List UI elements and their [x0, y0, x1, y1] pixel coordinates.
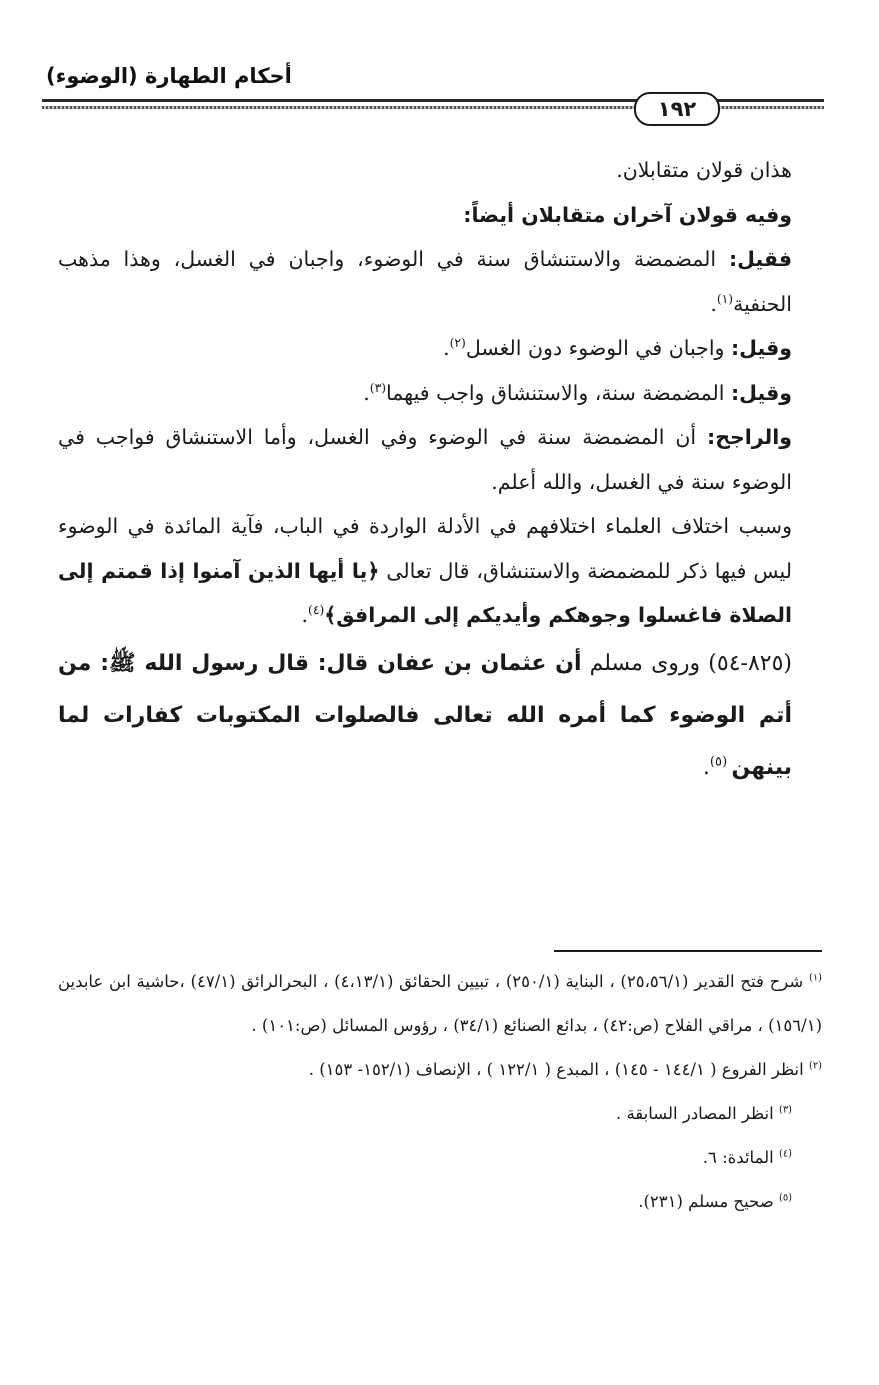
paragraph-4-lead: وقيل:	[730, 336, 792, 360]
footnote-ref-2: (٢)	[449, 336, 466, 351]
paragraph-6	[58, 415, 822, 504]
paragraph-7: وسبب اختلاف العلماء اختلافهم في الأدلة الواردة في الباب، فآية المائدة في الوضوء ليس فيها ذكر للمضمضة والاستنشاق، قال تعالى ﴿يا أيها الذين آمنوا إذا قمتم إلى الصلاة فاغسلوا وجوهكم وأيديكم إلى المرافق﴾$^{(٤)}$.	[58, 514, 792, 627]
footnote-2	[58, 1048, 822, 1092]
paragraph-3-text: المضمضة والاستنشاق سنة في الوضوء، واجبان في الغسل، وهذا مذهب الحنفية	[58, 247, 792, 316]
paragraph-7-text: وسبب اختلاف العلماء اختلافهم في الأدلة الواردة في الباب، فآية المائدة في الوضوء ليس فيها ذكر للمضمضة والاستنشاق، قال تعالى	[58, 514, 792, 583]
footnote-ref-3: (٣)	[369, 380, 387, 395]
footnote-4-ref: (٤)	[778, 1148, 792, 1160]
footnote-separator	[554, 950, 822, 952]
paragraph-6-lead: والراجح:	[707, 425, 792, 449]
footnote-2-text: انظر الفروع ( ١٤٤/١ - ١٤٥) ، المبدع ( ١٢٢/١ ) ، الإنصاف (١٥٢/١- ١٥٣) .	[308, 1060, 809, 1079]
paragraph-5-lead: وقيل:	[730, 380, 792, 405]
footnote-3-ref: (٣)	[778, 1104, 792, 1116]
paragraph-5: وقيل: المضمضة سنة، والاستنشاق واجب فيهما$^{(٣)}$.	[363, 380, 792, 405]
main-text	[58, 148, 822, 794]
hadith-number: (٨٢٥-٥٤) وروى مسلم	[581, 650, 792, 676]
quran-verse: ﴿يا أيها الذين آمنوا إذا قمتم إلى الصلاة فاغسلوا وجوهكم وأيديكم إلى المرافق﴾	[58, 558, 792, 627]
footnote-5	[58, 1180, 822, 1224]
paragraph-4-text: واجبان في الوضوء دون الغسل	[465, 336, 731, 360]
paragraph-3-lead: فقيل:	[728, 247, 792, 271]
footnote-ref-1: (١)	[716, 291, 734, 306]
footnote-ref-4: (٤)	[308, 603, 325, 618]
footnote-ref-5: (٥)	[709, 754, 732, 770]
footnote-4	[58, 1136, 822, 1180]
page-number: ١٩٢	[634, 92, 720, 126]
paragraph-1: هذان قولان متقابلان.	[616, 158, 792, 182]
footnote-4-text: المائدة: ٦.	[702, 1148, 779, 1167]
footnote-1	[58, 960, 822, 1048]
footnote-3	[58, 1092, 822, 1136]
paragraph-5-text: المضمضة سنة، والاستنشاق واجب فيهما	[386, 380, 731, 405]
footnote-1-ref: (١)	[808, 972, 822, 984]
footnotes	[58, 960, 822, 1224]
footnote-5-text: صحيح مسلم (٢٣١).	[638, 1192, 779, 1211]
hadith-text: أن عثمان بن عفان قال: قال رسول الله ﷺ: من أتم الوضوء كما أمره الله تعالى فالصلوات المكتوبات كفارات لما بينهن	[58, 650, 792, 780]
running-title: أحكام الطهارة (الوضوء)	[46, 64, 292, 88]
footnote-1-text: شرح فتح القدير (٢٥،٥٦/١) ، البناية (٢٥٠/١) ، تبيين الحقائق (٤،١٣/١) ، البحرالرائق (٤٧/١) ،حاشية ابن عابدين (١٥٦/١) ، مراقي الفلاح (ص:٤٢) ، بدائع الصنائع (٣٤/١) ، رؤوس المسائل (ص:١٠١) .	[58, 972, 822, 1035]
hadith-end: .	[702, 754, 710, 780]
paragraph-4: وقيل: واجبان في الوضوء دون الغسل$^{(٢)}$.	[443, 336, 792, 360]
paragraph-8-hadith	[58, 638, 822, 794]
footnote-5-ref: (٥)	[778, 1192, 792, 1204]
paragraph-2-heading: وفيه قولان آخران متقابلان أيضاً:	[463, 202, 792, 227]
paragraph-6-text: أن المضمضة سنة في الوضوء وفي الغسل، وأما الاستنشاق فواجب في الوضوء سنة في الغسل، والله أعلم.	[58, 425, 792, 494]
paragraph-3: فقيل: المضمضة والاستنشاق سنة في الوضوء، واجبان في الغسل، وهذا مذهب الحنفية$^{(١)}$.	[58, 247, 792, 316]
footnote-3-text: انظر المصادر السابقة .	[615, 1104, 779, 1123]
footnote-2-ref: (٢)	[808, 1060, 822, 1072]
